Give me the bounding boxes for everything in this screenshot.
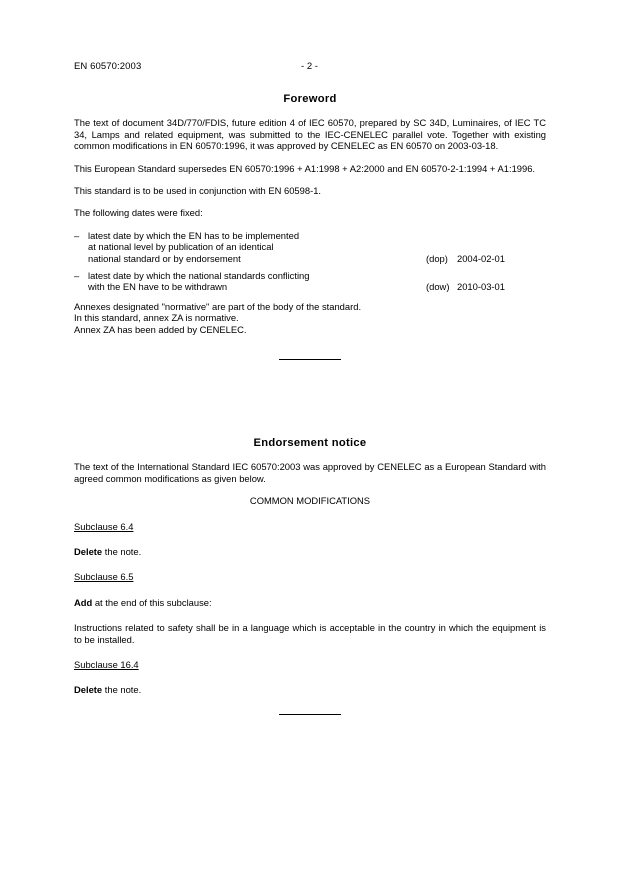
date-line: national standard or by endorsement — [88, 252, 241, 264]
list-dash: – — [74, 229, 80, 241]
header-doc-id: EN 60570:2003 — [74, 61, 142, 72]
foreword-paragraph-3: This standard is to be used in conjunction with EN 60598-1. — [74, 185, 322, 197]
annex-block — [74, 301, 546, 335]
common-modifications-heading: COMMON MODIFICATIONS — [249, 495, 371, 507]
instruction-verb: Add — [74, 596, 93, 608]
section-divider-2 — [279, 714, 341, 715]
instruction-verb: Delete — [74, 684, 103, 696]
endorsement-section — [74, 438, 546, 715]
foreword-title: Foreword — [283, 93, 337, 105]
date-code: (dop) — [426, 252, 448, 264]
endorsement-paragraph: The text of the International Standard IEC 60570:2003 was approved by CENELEC as a European Standard with agreed common modifications as given below. — [74, 461, 546, 484]
annex-line-2: In this standard, annex ZA is normative. — [74, 312, 239, 324]
date-code: (dow) — [426, 281, 450, 293]
date-value: 2010-03-01 — [457, 281, 505, 293]
date-line: latest date by which the national standards conflicting — [88, 270, 310, 282]
dates-intro: The following dates were fixed: — [74, 207, 203, 219]
date-value: 2004-02-01 — [457, 252, 505, 264]
list-dash: – — [74, 270, 80, 282]
subclause-6-5-text: Instructions related to safety shall be in a language which is acceptable in the country in which the equipment is to be installed. — [74, 622, 546, 645]
date-item-dop — [74, 230, 546, 264]
endorsement-title: Endorsement notice — [253, 437, 367, 449]
subclause-16-4-heading: Subclause 16.4 — [74, 659, 139, 671]
subclause-6-4-heading: Subclause 6.4 — [74, 520, 134, 532]
section-divider-1 — [279, 359, 341, 360]
annex-line-1: Annexes designated "normative" are part of the body of the standard. — [74, 300, 362, 312]
foreword-paragraph-1: The text of document 34D/770/FDIS, future edition 4 of IEC 60570, prepared by SC 34D, Luminaires, of IEC TC 34, Lamps and related equipment, was submitted to the IEC-CENELEC parallel vote. Together with existing common modifications in EN 60570:1996, it was approved by CENELEC as EN 60570 on 2003-03-18. — [74, 117, 546, 152]
date-line: with the EN have to be withdrawn — [88, 281, 228, 293]
date-line: latest date by which the EN has to be implemented — [88, 229, 300, 241]
instruction-text: at the end of this subclause: — [92, 596, 212, 608]
header-page-number: - 2 - — [301, 61, 318, 72]
instruction-text: the note. — [102, 684, 142, 696]
foreword-paragraph-2: This European Standard supersedes EN 60570:1996 + A1:1998 + A2:2000 and EN 60570-2-1:1994 + A1:1996. — [74, 162, 536, 174]
date-line: at national level by publication of an identical — [88, 241, 274, 253]
subclause-6-5-heading: Subclause 6.5 — [74, 571, 134, 583]
foreword-section — [74, 94, 546, 360]
instruction-verb: Delete — [74, 546, 103, 558]
date-item-dow — [74, 270, 546, 293]
instruction-text: the note. — [102, 546, 142, 558]
annex-line-3: Annex ZA has been added by CENELEC. — [74, 323, 247, 335]
